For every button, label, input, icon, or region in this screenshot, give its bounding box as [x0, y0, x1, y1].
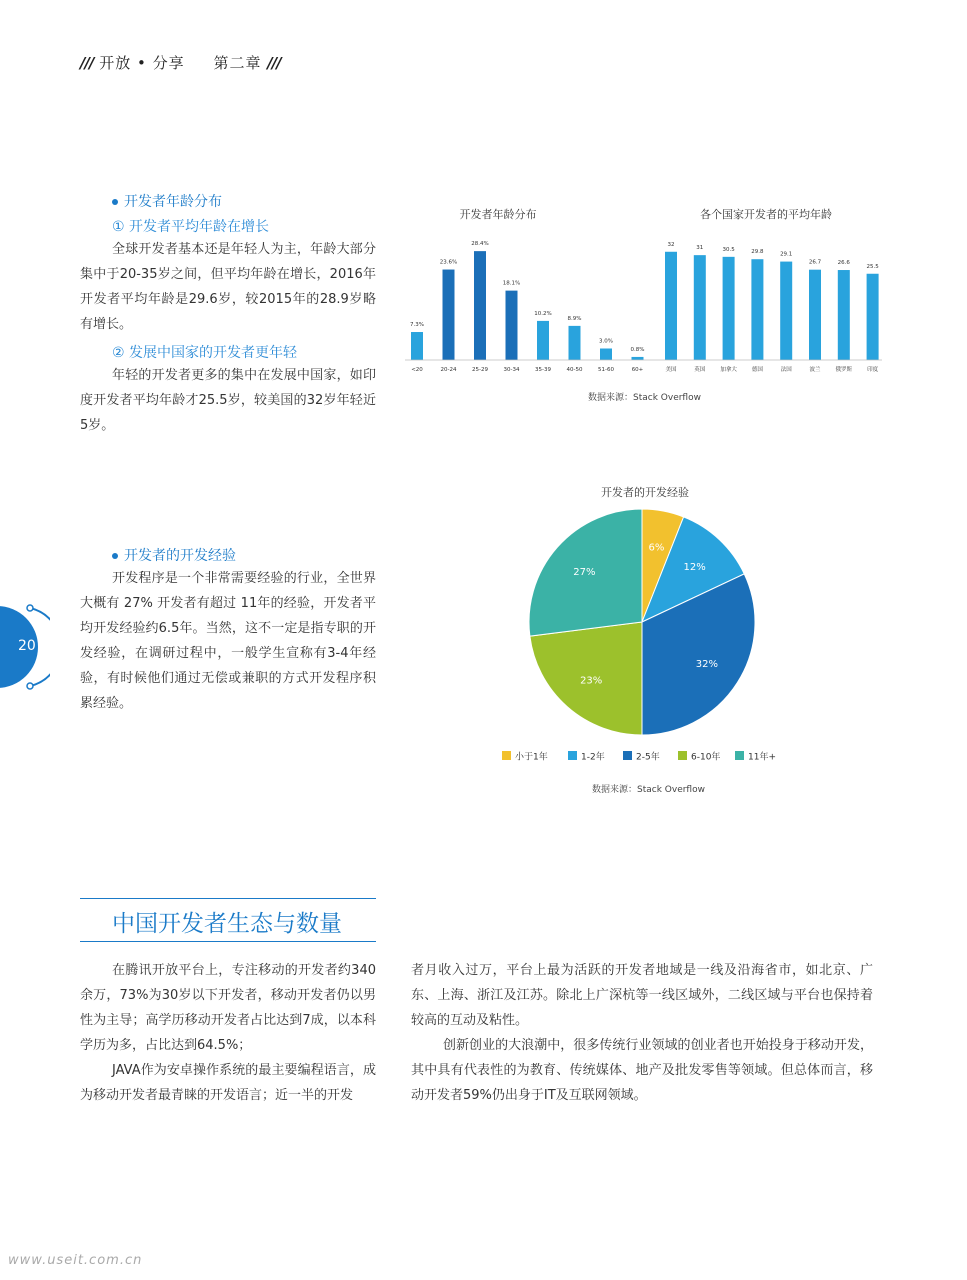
bar	[537, 321, 549, 360]
bar-value-label: 30.5	[722, 246, 735, 253]
x-tick-label: 美国	[665, 367, 677, 373]
age-sub1: ① 开发者平均年龄在增长	[112, 219, 270, 235]
exp-para: 开发程序是一个非常需要经验的行业，全世界大概有 27% 开发者有超过 11年的经验，开发者平均开发经验约6.5年。当然，这不一定是指专职的开发经验，在调研过程中，一般学生宣称有3-4年经验，有时候他们通过无偿或兼职的方式开发程序积累经验。	[80, 571, 376, 711]
x-tick-label: <20	[411, 367, 423, 373]
legend-label: 2-5年	[636, 752, 660, 763]
bar	[411, 332, 423, 360]
age-charts	[400, 200, 890, 410]
legend-label: 1-2年	[581, 752, 605, 763]
age-sub2: ② 发展中国家的开发者更年轻	[112, 345, 298, 361]
header-slashes-right: ///	[267, 54, 281, 72]
bar	[474, 251, 486, 360]
country-chart-title: 各个国家开发者的平均年龄	[700, 208, 832, 221]
bullet-dot-icon	[112, 199, 118, 205]
pie-slice-label: 6%	[648, 542, 665, 554]
x-tick-label: 30-34	[503, 367, 520, 373]
x-tick-label: 加拿大	[720, 367, 737, 373]
bar-value-label: 3.0%	[599, 338, 613, 345]
running-header	[80, 52, 281, 73]
china-col1-p1: 在腾讯开放平台上，专注移动的开发者约340余万，73%为30岁以下开发者，移动开发者仍以男性为主导；高学历移动开发者占比达到7成，以本科学历为多，占比达到64.5%；	[80, 963, 376, 1053]
bar-value-label: 29.1	[780, 251, 793, 258]
bar	[443, 270, 455, 360]
bar-value-label: 8.9%	[567, 315, 582, 322]
experience-pie-chart	[490, 505, 810, 775]
x-tick-label: 法国	[780, 367, 792, 373]
age-chart-title: 开发者年龄分布	[459, 208, 537, 221]
x-tick-label: 60+	[631, 367, 644, 373]
bar	[751, 259, 763, 360]
bullet-dot-icon	[112, 553, 118, 559]
pie-slice-label: 27%	[573, 567, 596, 579]
legend-swatch	[678, 751, 687, 760]
bar	[694, 255, 706, 360]
bar-value-label: 29.8	[751, 249, 764, 256]
age-para2: 年轻的开发者更多的集中在发展中国家，如印度开发者平均年龄才25.5岁，较美国的32岁年轻近5岁。	[80, 368, 376, 433]
bar	[867, 274, 879, 360]
china-col2-p2: 创新创业的大浪潮中，很多传统行业领域的创业者也开始投身于移动开发，其中具有代表性的为教育、传统媒体、地产及批发零售等领域。但总体而言，移动开发者59%仍出身于IT及互联网领域。	[411, 1038, 873, 1103]
x-tick-label: 印度	[867, 367, 879, 373]
bar	[665, 252, 677, 360]
bar	[569, 326, 581, 360]
x-tick-label: 35-39	[535, 367, 551, 373]
section-rule-bottom	[80, 941, 376, 942]
bar-value-label: 0.8%	[630, 346, 645, 353]
bar-value-label: 7.3%	[410, 322, 424, 329]
x-tick-label: 俄罗斯	[835, 367, 853, 373]
legend-label: 小于1年	[515, 752, 548, 763]
bar-value-label: 32	[667, 241, 675, 248]
china-col2-p1: 者月收入过万，平台上最为活跃的开发者地域是一线及沿海省市，如北京、广东、上海、浙江及江苏。除北上广深杭等一线区域外，二线区域与平台也保持着较高的互动及粘性。	[411, 963, 873, 1028]
pie-slice-label: 12%	[683, 561, 706, 573]
bar	[632, 357, 644, 360]
x-tick-label: 德国	[751, 367, 763, 373]
section-rule-top	[80, 898, 376, 899]
bar-value-label: 28.4%	[471, 241, 489, 248]
bar	[506, 291, 518, 360]
legend-label: 11年+	[748, 752, 776, 763]
page-number: 20	[18, 638, 36, 654]
pie-slice-label: 23%	[580, 675, 603, 687]
legend-swatch	[568, 751, 577, 760]
pie-chart-title: 开发者的开发经验	[601, 486, 689, 499]
bar	[809, 270, 821, 360]
x-tick-label: 波兰	[809, 367, 821, 373]
header-chapter: 第二章	[213, 54, 262, 72]
bar-value-label: 26.6	[837, 260, 850, 267]
watermark: www.useit.com.cn	[8, 1253, 143, 1268]
bar-value-label: 23.6%	[439, 259, 458, 266]
legend-swatch	[735, 751, 744, 760]
x-tick-label: 40-50	[566, 367, 583, 373]
source-note-2: 数据来源：Stack Overflow	[592, 785, 705, 795]
age-heading: 开发者年龄分布	[112, 191, 222, 211]
bar	[780, 262, 792, 360]
age-para1: 全球开发者基本还是年轻人为主，年龄大部分集中于20-35岁之间，但平均年龄在增长，2016年开发者平均年龄是29.6岁，较2015年的28.9岁略有增长。	[80, 242, 376, 332]
bar-value-label: 26.7	[808, 259, 822, 266]
pie-slice-label: 32%	[695, 659, 718, 671]
bar-value-label: 31	[696, 245, 704, 252]
source-note-1: 数据来源：Stack Overflow	[588, 393, 701, 403]
exp-heading: 开发者的开发经验	[112, 545, 236, 565]
section-title: 中国开发者生态与数量	[112, 911, 342, 937]
x-tick-label: 英国	[694, 367, 706, 373]
bar-value-label: 18.1%	[502, 280, 521, 287]
bar	[723, 257, 735, 360]
china-col1-p2: JAVA作为安卓操作系统的最主要编程语言，成为移动开发者最青睐的开发语言；近一半的开发	[80, 1063, 376, 1103]
legend-swatch	[623, 751, 632, 760]
x-tick-label: 51-60	[598, 367, 614, 373]
legend-swatch	[502, 751, 511, 760]
x-tick-label: 25-29	[472, 367, 488, 373]
bar-value-label: 10.2%	[534, 310, 552, 317]
bar	[600, 349, 612, 361]
legend-label: 6-10年	[691, 752, 721, 763]
bar	[838, 270, 850, 360]
header-left: 开放 • 分享	[99, 54, 185, 72]
bar-value-label: 25.5	[866, 263, 879, 270]
header-slashes-left: ///	[80, 54, 94, 72]
x-tick-label: 20-24	[440, 367, 457, 373]
